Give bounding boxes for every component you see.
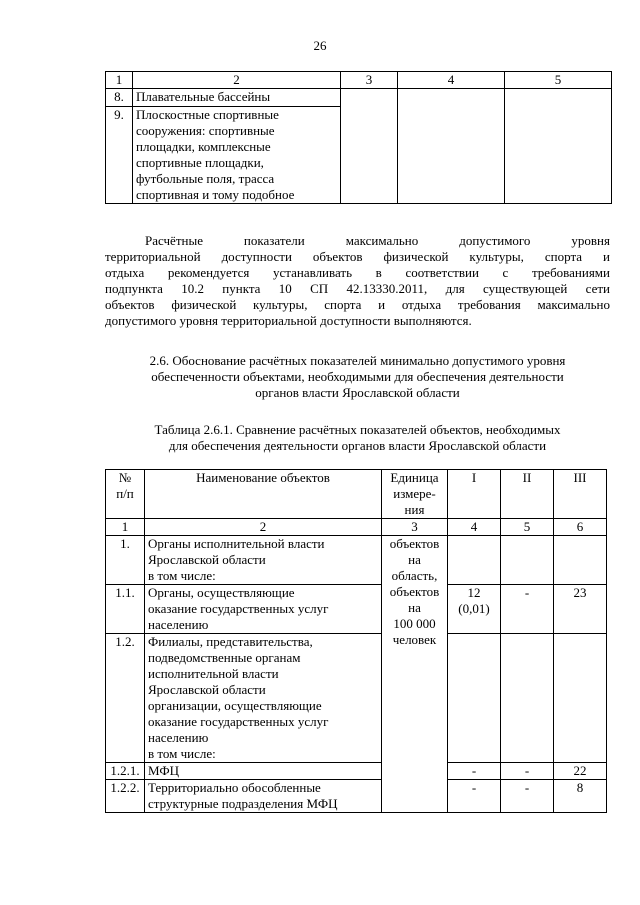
table-row xyxy=(106,634,607,763)
table-header-cell: 5 xyxy=(505,72,612,89)
unit-line: на xyxy=(408,552,421,567)
header-num-line: № xyxy=(118,470,132,485)
row-number: 1.2. xyxy=(106,634,145,763)
table-row xyxy=(106,763,607,780)
value-cell: 22 xyxy=(554,763,607,780)
value-cell: - xyxy=(448,780,501,813)
value-cell xyxy=(554,634,607,763)
row-name xyxy=(145,763,382,780)
unit-line: на xyxy=(408,600,421,615)
header-col-3: III xyxy=(554,470,607,519)
index-cell: 5 xyxy=(501,519,554,536)
index-cell: 6 xyxy=(554,519,607,536)
heading-line: 2.6. Обоснование расчётных показателей минимально допустимого уровня xyxy=(149,353,566,368)
index-cell: 4 xyxy=(448,519,501,536)
header-num-line: п/п xyxy=(116,486,134,501)
header-num xyxy=(106,470,145,519)
value-cell xyxy=(448,634,501,763)
row-name-line: оказание государственных услуг xyxy=(148,601,329,616)
value-cell: - xyxy=(501,780,554,813)
index-cell: 1 xyxy=(106,519,145,536)
unit-line: человек xyxy=(392,632,437,647)
header-name: Наименование объектов xyxy=(145,470,382,519)
value-cell xyxy=(501,536,554,585)
empty-cell xyxy=(341,89,398,204)
value-cell: - xyxy=(501,763,554,780)
row-name-line: спортивная и тому подобное xyxy=(136,187,295,202)
table-row xyxy=(106,780,607,813)
value-cell: 23 xyxy=(554,585,607,634)
header-unit-line: измере- xyxy=(393,486,436,501)
value-cell xyxy=(448,536,501,585)
row-name-line: Территориально обособленные xyxy=(148,780,321,795)
value-cell: - xyxy=(448,763,501,780)
row-number: 8. xyxy=(106,89,133,107)
row-name-line: населению xyxy=(148,617,209,632)
row-name xyxy=(145,536,382,585)
row-name-line: Ярославской области xyxy=(148,682,266,697)
row-name-line: исполнительной власти xyxy=(148,666,279,681)
header-unit xyxy=(382,470,448,519)
row-name-line: Плоскостные спортивные xyxy=(136,107,279,122)
table-header-cell: 4 xyxy=(398,72,505,89)
row-name xyxy=(145,634,382,763)
body-paragraph xyxy=(105,233,610,329)
index-row xyxy=(106,519,607,536)
unit-line: объектов xyxy=(389,584,440,599)
table-row xyxy=(106,89,612,107)
table-header-cell: 1 xyxy=(106,72,133,89)
row-name-line: в том числе: xyxy=(148,746,216,761)
row-name xyxy=(133,107,341,204)
section-heading xyxy=(105,353,610,401)
row-name-line: площадки, комплексные xyxy=(136,139,271,154)
value-line: 12 xyxy=(467,585,481,600)
row-name-line: футбольные поля, трасса xyxy=(136,171,275,186)
caption-line: Таблица 2.6.1. Сравнение расчётных показателей объектов, необходимых xyxy=(154,422,561,437)
value-line: (0,01) xyxy=(458,601,490,616)
table-header-cell: 2 xyxy=(133,72,341,89)
row-name xyxy=(145,780,382,813)
paragraph-line: подпункта 10.2 пункта 10 СП 42.13330.2011, для существующей сети xyxy=(105,281,610,296)
comparison-table xyxy=(105,469,607,813)
row-number: 1.1. xyxy=(106,585,145,634)
row-name-line: населению xyxy=(148,730,209,745)
row-number: 1.2.1. xyxy=(106,763,145,780)
index-cell: 3 xyxy=(382,519,448,536)
row-name-line: оказание государственных услуг xyxy=(148,714,329,729)
row-name-line: Филиалы, представительства, xyxy=(148,634,313,649)
row-name-line: подведомственные органам xyxy=(148,650,301,665)
row-name-line: организации, осуществляющие xyxy=(148,698,322,713)
unit-line: объектов xyxy=(389,536,440,551)
row-name-line: Органы исполнительной власти xyxy=(148,536,325,551)
table-row xyxy=(106,536,607,585)
table-header-cell: 3 xyxy=(341,72,398,89)
paragraph-line: допустимого уровня территориальной доступности выполняются. xyxy=(105,313,472,328)
row-name-line: МФЦ xyxy=(148,763,180,778)
row-name-line: структурные подразделения МФЦ xyxy=(148,796,338,811)
paragraph-line: Расчётные показатели максимально допустимого уровня xyxy=(145,233,610,248)
heading-line: обеспеченности объектами, необходимыми для обеспечения деятельности xyxy=(151,369,564,384)
row-number: 9. xyxy=(106,107,133,204)
heading-line: органов власти Ярославской области xyxy=(255,385,460,400)
empty-cell xyxy=(398,89,505,204)
table-row xyxy=(106,585,607,634)
row-name xyxy=(145,585,382,634)
value-cell: - xyxy=(501,585,554,634)
paragraph-line: территориальной доступности объектов физической культуры, спорта и xyxy=(105,249,610,264)
index-cell: 2 xyxy=(145,519,382,536)
unit-cell xyxy=(382,536,448,813)
unit-line: область, xyxy=(391,568,438,583)
header-col-2: II xyxy=(501,470,554,519)
table-header-row xyxy=(106,72,612,89)
table-caption xyxy=(105,422,610,454)
empty-cell xyxy=(505,89,612,204)
unit-line: 100 000 xyxy=(393,616,436,631)
caption-line: для обеспечения деятельности органов власти Ярославской области xyxy=(168,438,547,453)
continuation-table xyxy=(105,71,612,204)
row-number: 1. xyxy=(106,536,145,585)
header-col-1: I xyxy=(448,470,501,519)
row-number: 1.2.2. xyxy=(106,780,145,813)
row-name-line: в том числе: xyxy=(148,568,216,583)
paragraph-line: объектов физической культуры, спорта и отдыха требования максимально xyxy=(105,297,610,312)
value-cell: 8 xyxy=(554,780,607,813)
header-unit-line: ния xyxy=(404,502,425,517)
row-name-line: сооружения: спортивные xyxy=(136,123,275,138)
value-cell xyxy=(501,634,554,763)
row-name-line: спортивные площадки, xyxy=(136,155,264,170)
row-name-line: Ярославской области xyxy=(148,552,266,567)
value-cell xyxy=(554,536,607,585)
value-cell xyxy=(448,585,501,634)
header-unit-line: Единица xyxy=(390,470,439,485)
page-number: 26 xyxy=(313,38,327,53)
paragraph-line: отдыха рекомендуется устанавливать в соответствии с требованиями xyxy=(105,265,610,280)
row-name-line: Органы, осуществляющие xyxy=(148,585,295,600)
row-name: Плавательные бассейны xyxy=(133,89,341,107)
table-header-row xyxy=(106,470,607,519)
